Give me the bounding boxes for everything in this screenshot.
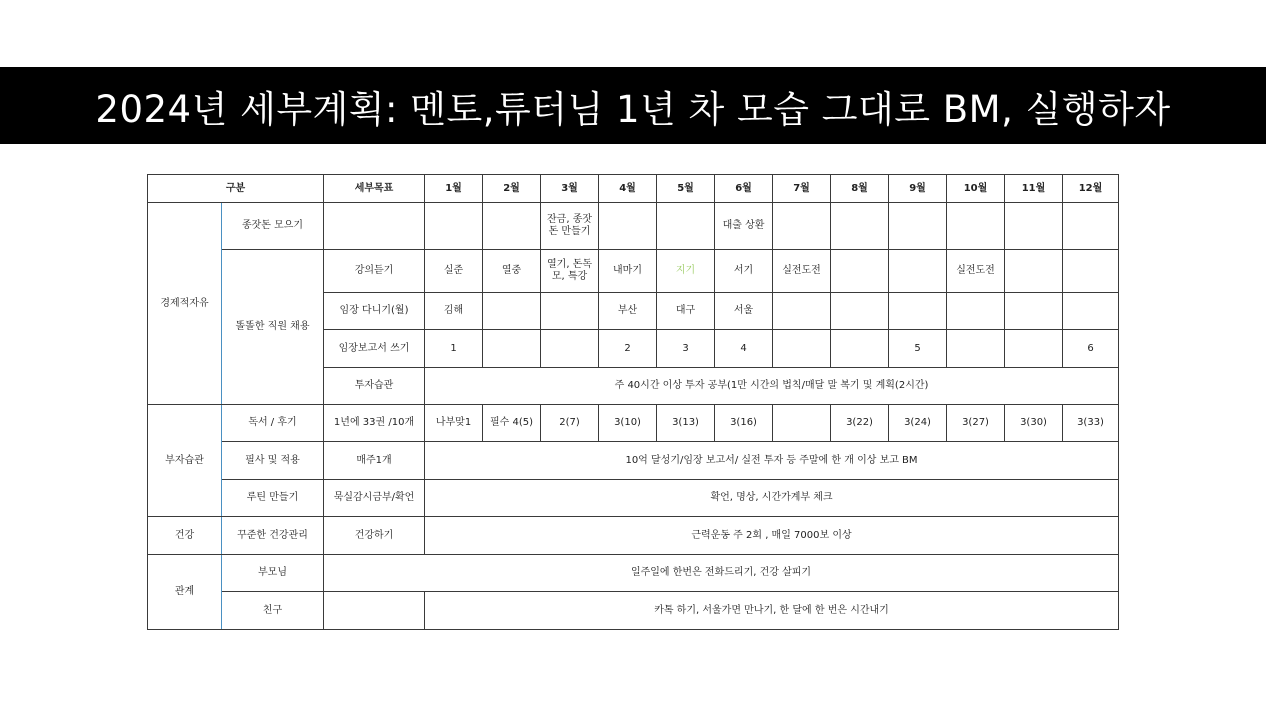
section-economic-freedom: 경제적자유 [148,203,222,405]
cell-lecture-m6: 서기 [715,250,773,293]
cell-visit-m6: 서울 [715,293,773,330]
goal-lecture: 강의듣기 [324,250,425,293]
cell-reading-m5: 3(13) [657,405,715,442]
sub-smart-employee: 똘똘한 직원 채용 [222,250,324,405]
section-rich-habit: 부자습관 [148,405,222,517]
header-month: 1월 [425,175,483,203]
sub-transcribe: 필사 및 적용 [222,442,324,480]
sub-friends: 친구 [222,592,324,630]
cell-visit-m1: 김해 [425,293,483,330]
cell-seed-m3: 잔금, 종잣돈 만들기 [541,203,599,250]
header-month: 10월 [947,175,1005,203]
cell-lecture-m4: 내마기 [599,250,657,293]
sub-routine: 루틴 만들기 [222,480,324,517]
header-row [148,175,1119,203]
cell-reading-m6: 3(16) [715,405,773,442]
cell-report-m1: 1 [425,330,483,368]
header-month: 8월 [831,175,889,203]
cell-parents: 일주일에 한번은 전화드리기, 건강 살피기 [324,555,1119,592]
cell-routine: 확언, 명상, 시간가계부 체크 [425,480,1119,517]
cell-report-m12: 6 [1063,330,1119,368]
cell-report-m6: 4 [715,330,773,368]
table-row [148,442,1119,480]
header-month: 9월 [889,175,947,203]
cell-visit-m4: 부산 [599,293,657,330]
table-row [148,203,1119,250]
header-month: 6월 [715,175,773,203]
cell-transcribe: 10억 달성기/임장 보고서/ 실전 투자 등 주말에 한 개 이상 보고 BM [425,442,1119,480]
cell-visit-m5: 대구 [657,293,715,330]
sub-parents: 부모님 [222,555,324,592]
cell-seed-m6: 대출 상환 [715,203,773,250]
goal-visit: 임장 다니기(월) [324,293,425,330]
cell-report-m9: 5 [889,330,947,368]
header-month: 2월 [483,175,541,203]
sub-reading: 독서 / 후기 [222,405,324,442]
page-title: 2024년 세부계획: 멘토,튜터님 1년 차 모습 그대로 BM, 실행하자 [95,87,1171,131]
cell-reading-m11: 3(30) [1005,405,1063,442]
cell-reading-m1: 나부맞1 [425,405,483,442]
cell-report-m5: 3 [657,330,715,368]
cell-lecture-m3: 열기, 돈독모, 특강 [541,250,599,293]
header-month: 7월 [773,175,831,203]
cell-reading-m4: 3(10) [599,405,657,442]
goal-cell [324,203,425,250]
header-category: 구분 [148,175,324,203]
section-relation: 관계 [148,555,222,630]
cell-invest-habit: 주 40시간 이상 투자 공부(1만 시간의 법칙/매달 말 복기 및 계획(2시간) [425,368,1119,405]
table-row [148,405,1119,442]
table-row [148,592,1119,630]
header-goal: 세부목표 [324,175,425,203]
header-month: 12월 [1063,175,1119,203]
cell-reading-m3: 2(7) [541,405,599,442]
cell-reading-m8: 3(22) [831,405,889,442]
sub-health: 꾸준한 건강관리 [222,517,324,555]
section-health: 건강 [148,517,222,555]
goal-report: 임장보고서 쓰기 [324,330,425,368]
cell-lecture-m5: 지기 [657,250,715,293]
cell-health: 근력운동 주 2회 , 매일 7000보 이상 [425,517,1119,555]
cell-reading-m10: 3(27) [947,405,1005,442]
table-row [148,555,1119,592]
cell-lecture-m7: 실전도전 [773,250,831,293]
header-month: 5월 [657,175,715,203]
goal-routine: 묵실감시금부/확언 [324,480,425,517]
yearly-plan-table [147,174,1119,630]
cell-reading-m12: 3(33) [1063,405,1119,442]
table-row [148,480,1119,517]
table-row [148,517,1119,555]
header-month: 3월 [541,175,599,203]
goal-reading: 1년에 33권 /10개 [324,405,425,442]
goal-health: 건강하기 [324,517,425,555]
cell-reading-m9: 3(24) [889,405,947,442]
title-banner [0,67,1266,144]
header-month: 4월 [599,175,657,203]
cell-lecture-m2: 열중 [483,250,541,293]
header-month: 11월 [1005,175,1063,203]
cell-lecture-m1: 실준 [425,250,483,293]
cell-lecture-m10: 실전도전 [947,250,1005,293]
goal-transcribe: 매주1개 [324,442,425,480]
cell-friends: 카톡 하기, 서울가면 만나기, 한 달에 한 번은 시간내기 [425,592,1119,630]
goal-invest-habit: 투자습관 [324,368,425,405]
table-row [148,250,1119,293]
cell-report-m4: 2 [599,330,657,368]
goal-cell [324,592,425,630]
sub-seed-money: 종잣돈 모으기 [222,203,324,250]
cell-reading-m2: 필수 4(5) [483,405,541,442]
